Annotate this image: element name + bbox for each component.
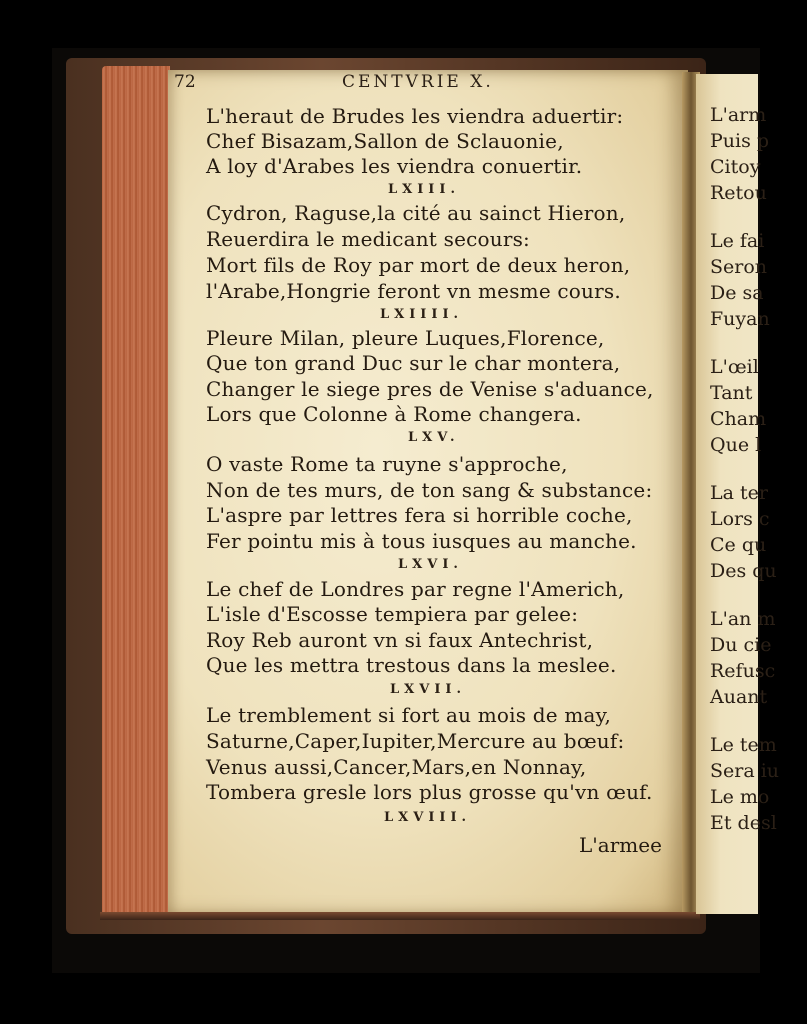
right-fragment: Refusc <box>710 660 776 682</box>
right-fragment: Du cie <box>710 634 772 656</box>
page-number: 72 <box>174 72 196 92</box>
right-fragment: L'œil <box>710 356 759 378</box>
page-header <box>174 72 674 96</box>
right-fragment: L'an m <box>710 608 776 630</box>
book-bottom-edge <box>100 912 700 920</box>
verse-line: Venus aussi,Cancer,Mars,en Nonnay, <box>206 755 587 779</box>
verse-line: Tombera gresle lors plus grosse qu'vn œuf. <box>206 780 653 804</box>
verse-line: Non de tes murs, de ton sang & substance: <box>206 478 653 502</box>
verse-line: O vaste Rome ta ruyne s'approche, <box>206 452 568 476</box>
verse-line: A loy d'Arabes les viendra conuertir. <box>206 154 583 178</box>
right-fragment: Cham <box>710 408 767 430</box>
verse-line: Chef Bisazam,Sallon de Sclauonie, <box>206 129 564 153</box>
verse-line: Reuerdira le medicant secours: <box>206 227 530 251</box>
verse-line: Cydron, Raguse,la cité au sainct Hieron, <box>206 201 626 225</box>
right-fragment: La ter <box>710 482 768 504</box>
right-fragment: Retou <box>710 182 767 204</box>
verse-line: Fer pointu mis à tous iusques au manche. <box>206 529 637 553</box>
verse-line: L'aspre par lettres fera si horrible coche, <box>206 503 633 527</box>
right-fragment: Des qu <box>710 560 777 582</box>
right-fragment: Tant <box>710 382 753 404</box>
right-fragment: Lors c <box>710 508 770 530</box>
right-fragment: Le tem <box>710 734 777 756</box>
page-edges <box>102 66 170 916</box>
verse-line: Le tremblement si fort au mois de may, <box>206 703 612 727</box>
verse-line: Changer le siege pres de Venise s'aduance, <box>206 377 654 401</box>
right-fragment: Ce qu <box>710 534 767 556</box>
verse-line: Le chef de Londres par regne l'Americh, <box>206 577 625 601</box>
quatrain-number: LXIIII. <box>380 307 464 322</box>
right-fragment: De sa <box>710 282 764 304</box>
verse-line: L'isle d'Escosse tempiera par gelee: <box>206 602 579 626</box>
running-title: CENTVRIE X. <box>342 72 494 92</box>
quatrain-number: LXVIII. <box>384 810 472 825</box>
quatrain-number: LXVI. <box>398 557 463 572</box>
right-fragment: Le mo <box>710 786 770 808</box>
quatrain-number: LXIII. <box>388 182 460 197</box>
verse-line: Que les mettra trestous dans la meslee. <box>206 653 617 677</box>
right-fragment: Et desl <box>710 812 777 834</box>
right-fragment: Sera iu <box>710 760 780 782</box>
right-fragment: L'arm <box>710 104 767 126</box>
verse-line: Roy Reb auront vn si faux Antechrist, <box>206 628 594 652</box>
right-fragment: Fuyan <box>710 308 770 330</box>
quatrain-number: LXVII. <box>390 682 467 697</box>
verse-line: Pleure Milan, pleure Luques,Florence, <box>206 326 605 350</box>
verse-line: Lors que Colonne à Rome changera. <box>206 402 582 426</box>
right-fragment: Citoy <box>710 156 761 178</box>
verse-line: Mort fils de Roy par mort de deux heron, <box>206 253 631 277</box>
verse-line: Saturne,Caper,Iupiter,Mercure au bœuf: <box>206 729 625 753</box>
right-fragment: Que l <box>710 434 762 456</box>
verse-line: l'Arabe,Hongrie feront vn mesme cours. <box>206 279 621 303</box>
right-fragment: Seron <box>710 256 768 278</box>
right-fragment: Auant <box>710 686 768 708</box>
verse-line: L'heraut de Brudes les viendra aduertir: <box>206 104 624 128</box>
catchword: L'armee <box>579 833 662 857</box>
verse-line: Que ton grand Duc sur le char montera, <box>206 351 621 375</box>
quatrain-number: LXV. <box>408 430 460 445</box>
right-fragment: Puis p <box>710 130 770 152</box>
right-page <box>696 74 780 914</box>
right-fragment: Le fai <box>710 230 765 252</box>
